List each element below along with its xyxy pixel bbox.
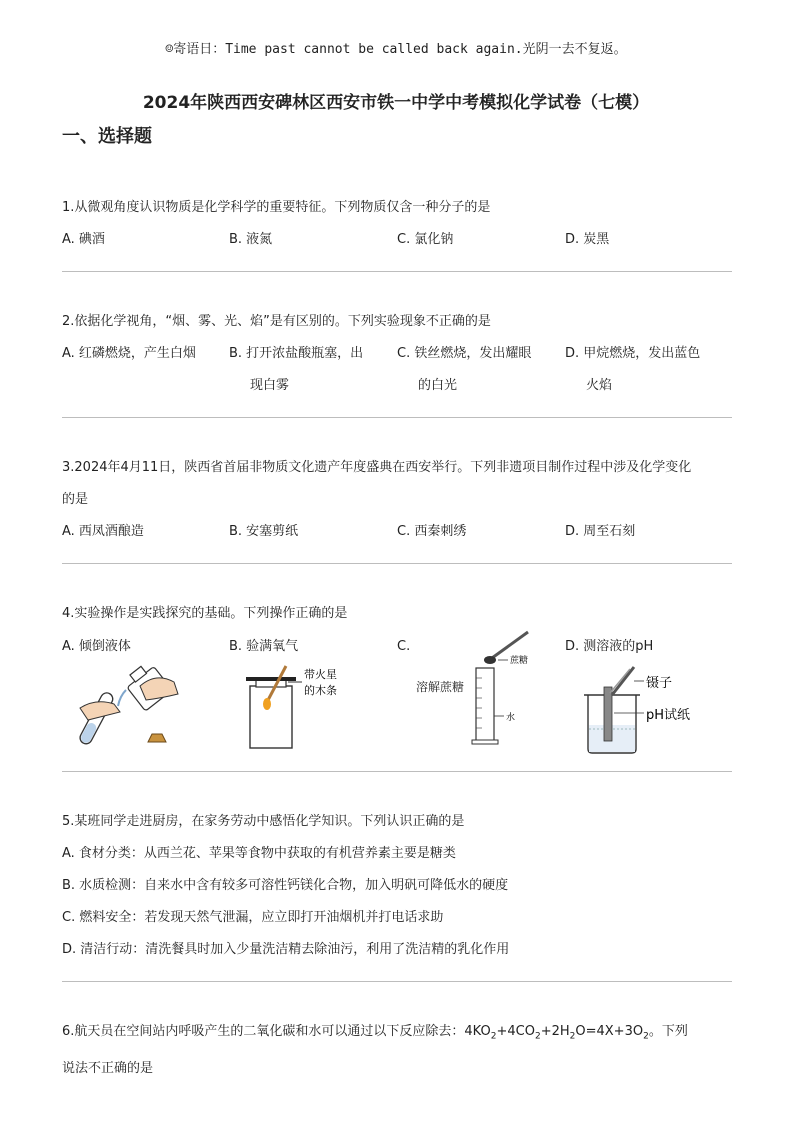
divider <box>62 271 732 272</box>
question-5-stem: 5.某班同学走进厨房，在家务劳动中感悟化学知识。下列认识正确的是 <box>62 814 465 829</box>
question-3-option-b[interactable]: B. 安塞剪纸 <box>229 524 299 539</box>
section-heading: 一、选择题 <box>62 126 152 147</box>
question-3-stem-line1: 3.2024年4月11日，陕西省首届非物质文化遗产年度盛典在西安举行。下列非遗项目制作过程中涉及化学变化 <box>62 460 692 475</box>
question-6-stem-line1 <box>62 1016 732 1053</box>
question-3-option-d[interactable]: D. 周至石刻 <box>565 524 636 539</box>
question-2-option-c[interactable] <box>397 338 531 402</box>
question-3-stem <box>62 452 732 516</box>
question-2-option-d-line1: D. 甲烷燃烧，发出蓝色 <box>565 346 701 361</box>
motto-line: ☺寄语日：Time past cannot be called back again.光阴一去不复返。 <box>165 42 627 57</box>
question-4-stem: 4.实验操作是实践探究的基础。下列操作正确的是 <box>62 606 348 621</box>
question-1-option-a[interactable]: A. 碘酒 <box>62 232 105 247</box>
divider <box>62 771 732 772</box>
question-3-option-a[interactable]: A. 西凤酒酿造 <box>62 524 144 539</box>
question-2-stem: 2.依据化学视角，“烟、雾、光、焰”是有区别的。下列实验现象不正确的是 <box>62 314 491 329</box>
divider <box>62 563 732 564</box>
question-5-option-d[interactable]: D. 清洁行动：清洗餐具时加入少量洗洁精去除油污，利用了洗洁精的乳化作用 <box>62 942 510 957</box>
question-2-option-b[interactable] <box>229 338 363 402</box>
question-2-option-b-line2: 现白雾 <box>250 378 290 393</box>
question-5-option-b[interactable]: B. 水质检测：自来水中含有较多可溶性钙镁化合物，加入明矾可降低水的硬度 <box>62 878 509 893</box>
question-4-option-d[interactable]: D. 测溶液的pH <box>565 639 654 654</box>
question-3-stem-line2: 的是 <box>62 492 89 507</box>
question-5-option-c[interactable]: C. 燃料安全：若发现天然气泄漏，应立即打开油烟机并打电话求助 <box>62 910 444 925</box>
pouring-liquid-figure <box>74 660 194 755</box>
question-1-stem: 1.从微观角度认识物质是化学科学的重要特征。下列物质仅含一种分子的是 <box>62 200 491 215</box>
question-5-option-a[interactable]: A. 食材分类：从西兰花、苹果等食物中获取的有机营养素主要是糖类 <box>62 846 456 861</box>
question-2-option-d-line2: 火焰 <box>586 378 613 393</box>
question-6-stem-post: 。下列 <box>648 1024 688 1039</box>
question-1-option-d[interactable]: D. 炭黑 <box>565 232 610 247</box>
question-2-option-a[interactable]: A. 红磷燃烧，产生白烟 <box>62 346 196 361</box>
divider <box>62 417 732 418</box>
tweezers-label: 镊子 <box>646 676 673 691</box>
question-4-option-b[interactable]: B. 验满氧气 <box>229 639 299 654</box>
question-6-stem-line2: 说法不正确的是 <box>62 1060 154 1076</box>
page-title: 2024年陕西西安碑林区西安市铁一中学中考模拟化学试卷（七模） <box>142 93 650 113</box>
dissolve-sugar-label: 溶解蔗糖 <box>416 680 465 694</box>
splint-label-line1: 带火星 <box>304 668 337 681</box>
question-1-option-b[interactable]: B. 液氮 <box>229 232 273 247</box>
cylinder-figure <box>470 628 560 748</box>
question-4-option-a[interactable]: A. 倾倒液体 <box>62 639 131 654</box>
question-2-option-b-line1: B. 打开浓盐酸瓶塞，出 <box>229 346 364 361</box>
water-label: 水 <box>506 713 516 723</box>
question-4-option-c[interactable]: C. <box>397 639 411 654</box>
ph-test-figure <box>584 665 724 755</box>
question-3-option-c[interactable]: C. 西秦刺绣 <box>397 524 467 539</box>
sugar-label: 蔗糖 <box>510 656 529 666</box>
oxygen-check-figure <box>240 660 360 752</box>
question-2-option-c-line2: 的白光 <box>418 378 458 393</box>
reaction-equation: $4KO_2+4CO_2+2H_2O=4X+3O_2$ <box>464 1024 649 1042</box>
question-6-stem-pre: 6.航天员在空间站内呼吸产生的二氧化碳和水可以通过以下反应除去： <box>62 1024 465 1039</box>
question-1-option-c[interactable]: C. 氯化钠 <box>397 232 454 247</box>
splint-label-line2: 的木条 <box>304 684 337 697</box>
ph-paper-label: pH试纸 <box>646 708 691 723</box>
question-2-option-d[interactable] <box>565 338 700 402</box>
question-2-option-c-line1: C. 铁丝燃烧，发出耀眼 <box>397 346 532 361</box>
question-6-stem <box>62 1016 732 1085</box>
divider <box>62 981 732 982</box>
